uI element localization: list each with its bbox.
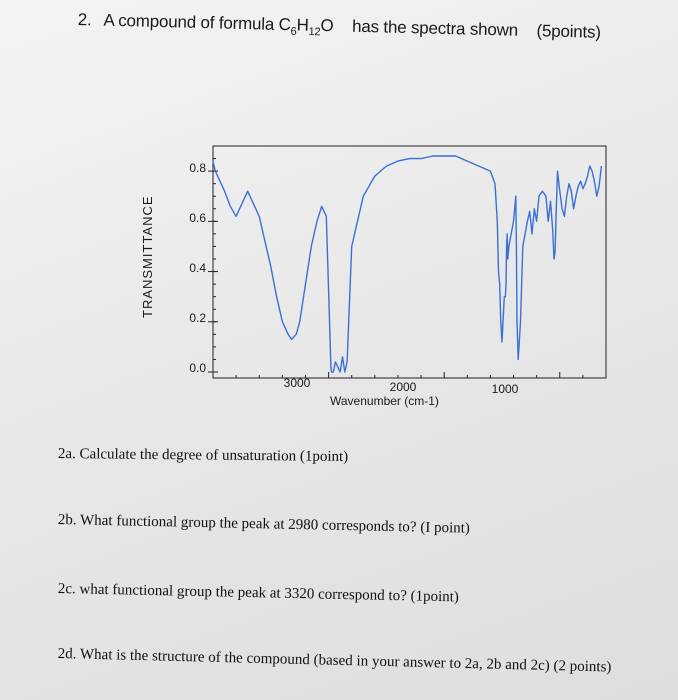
header-text-before: A compound of formula C xyxy=(103,10,291,35)
tick-marks xyxy=(208,159,583,378)
formula-h: H xyxy=(296,15,309,35)
spectrum-series-line xyxy=(213,156,601,372)
plot-frame xyxy=(213,146,606,378)
header-points: (5points) xyxy=(536,21,602,42)
question-number: 2. xyxy=(77,10,92,30)
question-2c: 2c. what functional group the peak at 3320 correspond to? (1point) xyxy=(57,581,460,606)
x-tick-label: 2000 xyxy=(389,380,417,394)
x-tick-label: 1000 xyxy=(491,382,519,396)
y-tick-label: 0.6 xyxy=(189,211,206,225)
formula-sub-6: 6 xyxy=(290,25,297,38)
question-2a: 2a. Calculate the degree of unsaturation (1point) xyxy=(57,446,349,466)
y-tick-label: 0.0 xyxy=(189,361,206,375)
y-tick-label: 0.2 xyxy=(189,311,206,325)
y-tick-label: 0.4 xyxy=(189,261,206,275)
formula-sub-12: 12 xyxy=(308,26,321,39)
question-2d: 2d. What is the structure of the compound (based in your answer to 2a, 2b and 2c) (2 points) xyxy=(57,645,612,676)
header-text-after: has the spectra shown xyxy=(351,16,519,40)
formula-o: O xyxy=(320,15,334,36)
x-axis-label: Wavenumber (cm-1) xyxy=(330,394,439,408)
y-axis-label: TRANSMITTANCE xyxy=(140,195,155,318)
y-tick-label: 0.8 xyxy=(189,161,206,175)
x-tick-label: 3000 xyxy=(283,376,311,390)
question-2b: 2b. What functional group the peak at 2980 corresponds to? (I point) xyxy=(57,512,471,537)
